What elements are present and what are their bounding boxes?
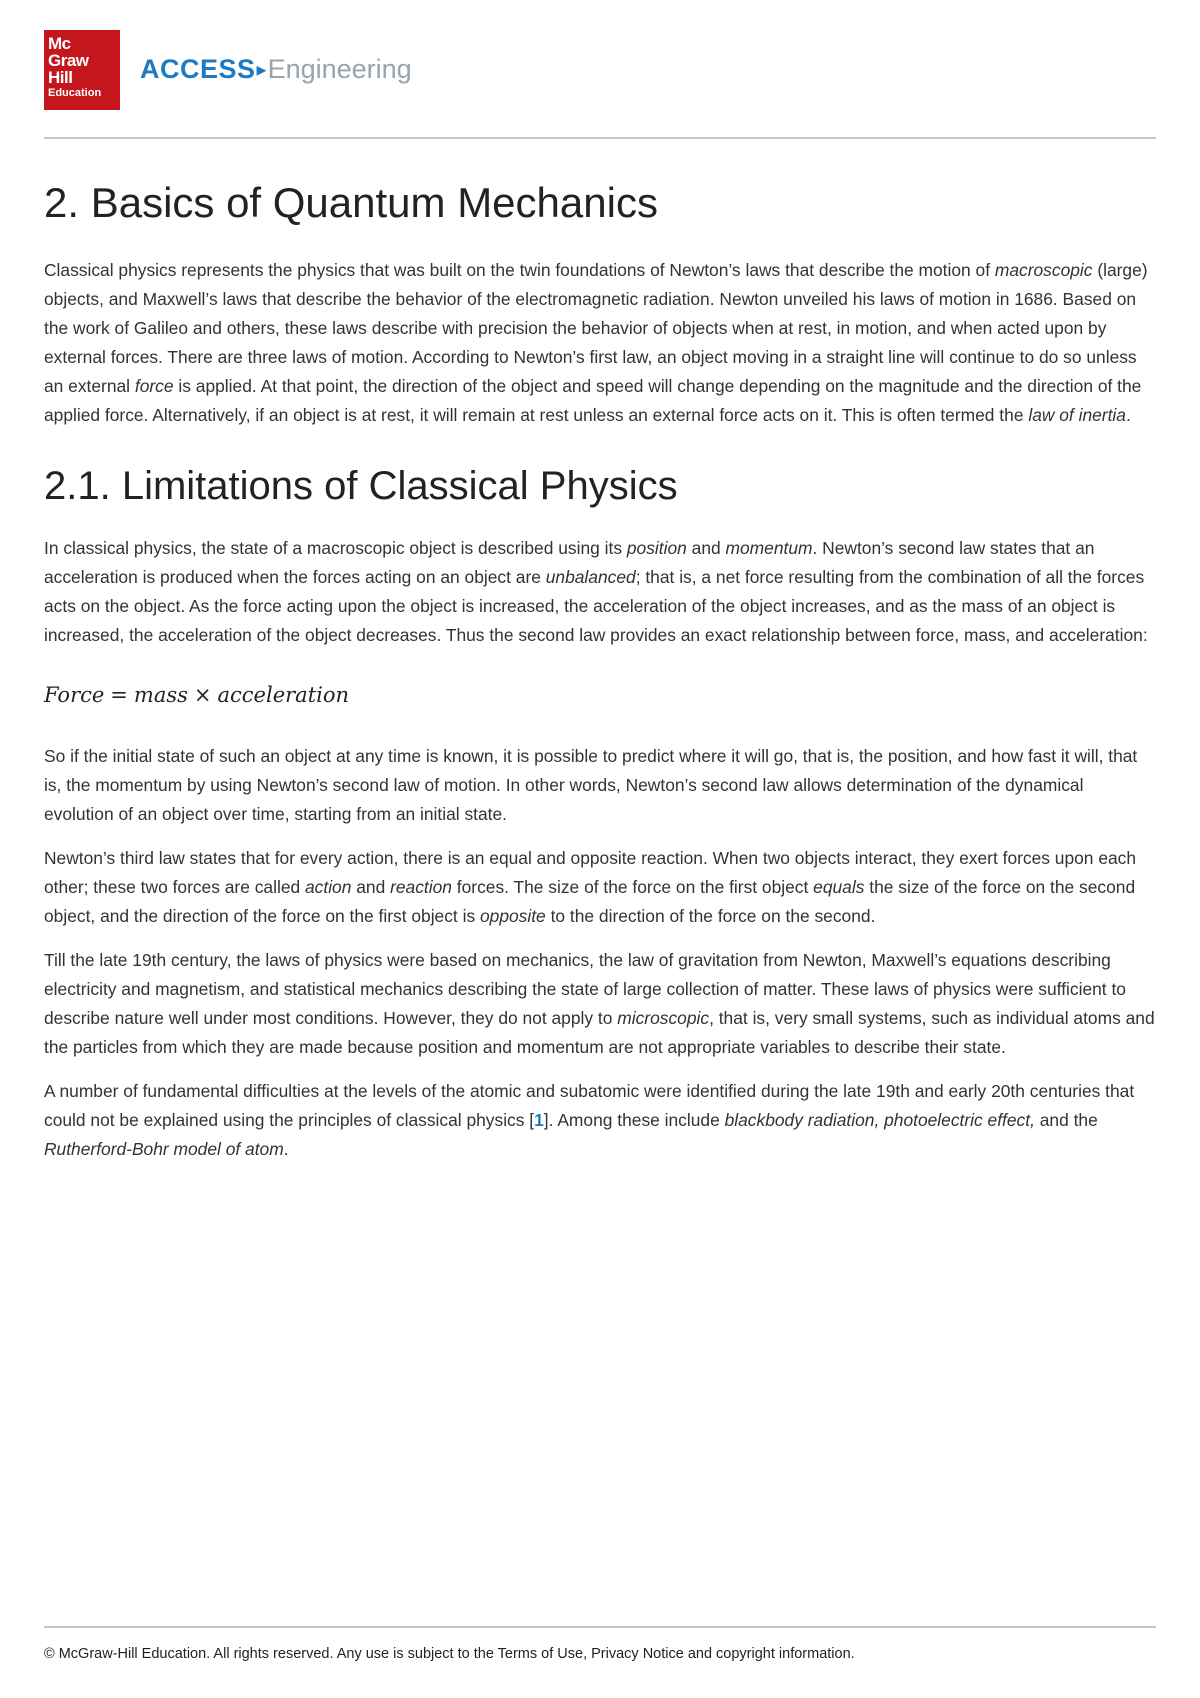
article-body <box>44 178 1156 1179</box>
paragraph-limits: Till the late 19th century, the laws of physics were based on mechanics, the law of gravitation from Newton, Maxwell’s equations describing electricity and magnetism, and statistical mechanics describing the state of large collection of matter. These laws of physics were sufficient to describe nature well under most conditions. However, they do not apply to microscopic, that is, very small systems, such as individual atoms and the particles from which they are made because position and momentum are not appropriate variables to describe their state. <box>44 950 1155 1057</box>
paragraph-difficulties: A number of fundamental difficulties at the levels of the atomic and subatomic were identified during the late 19th and early 20th centuries that could not be explained using the principles of classical physics [1]. Among these include blackbody radiation, photoelectric effect, and the Rutherford-Bohr model of atom. <box>44 1081 1135 1159</box>
copyright-footer: © McGraw-Hill Education. All rights reserved. Any use is subject to the Terms of Use, Privacy Notice and copyright information. <box>44 1646 855 1662</box>
logo-arrow-icon: ▸ <box>256 59 267 81</box>
logo-engineering-text: Engineering <box>267 54 412 84</box>
header-divider <box>44 137 1156 139</box>
force-equation: Force = mass × acceleration <box>44 683 350 707</box>
section-title: 2. Basics of Quantum Mechanics <box>44 179 658 226</box>
logo-access-text: ACCESS <box>140 54 256 84</box>
paragraph-third-law: Newton’s third law states that for every action, there is an equal and opposite reaction. When two objects interact, they exert forces upon each other; these two forces are called action and reaction forces. The size of the force on the first object equals the size of the force on the second object, and the direction of the force on the first object is opposite to the direction of the force on the second. <box>44 848 1137 926</box>
subsection-title: 2.1. Limitations of Classical Physics <box>44 464 678 508</box>
paragraph-state: In classical physics, the state of a macroscopic object is described using its position and momentum. Newton’s second law states that an acceleration is produced when the forces acting on an object are unbalanced; that is, a net force resulting from the combination of all the forces acts on the object. As the force acting upon the object is increased, the acceleration of the object increases, and as the mass of an object is increased, the acceleration of the object decreases. Thus the second law provides an exact relationship between force, mass, and acceleration: <box>44 538 1148 645</box>
access-engineering-logo[interactable] <box>140 54 412 85</box>
page-header <box>44 30 1156 110</box>
footer-divider <box>44 1626 1156 1628</box>
mcgraw-hill-logo[interactable]: Mc Graw Hill Education <box>44 30 120 110</box>
paragraph-prediction: So if the initial state of such an object at any time is known, it is possible to predict where it will go, that is, the position, and how fast it will, that is, the momentum by using Newton’s second law of motion. In other words, Newton’s second law allows determination of the dynamical evolution of an object over time, starting from an initial state. <box>44 746 1138 824</box>
citation-link[interactable]: 1 <box>534 1110 544 1130</box>
intro-paragraph: Classical physics represents the physics that was built on the twin foundations of Newton’s laws that describe the motion of macroscopic (large) objects, and Maxwell’s laws that describe the behavior of the electromagnetic radiation. Newton unveiled his laws of motion in 1686. Based on the work of Galileo and others, these laws describe with precision the behavior of objects when at rest, in motion, and when acted upon by external forces. There are three laws of motion. According to Newton’s first law, an object moving in a straight line will continue to do so unless an external force is applied. At that point, the direction of the object and speed will change depending on the magnitude and the direction of the applied force. Alternatively, if an object is at rest, it will remain at rest unless an external force acts on it. This is often termed the law of inertia. <box>44 260 1148 425</box>
